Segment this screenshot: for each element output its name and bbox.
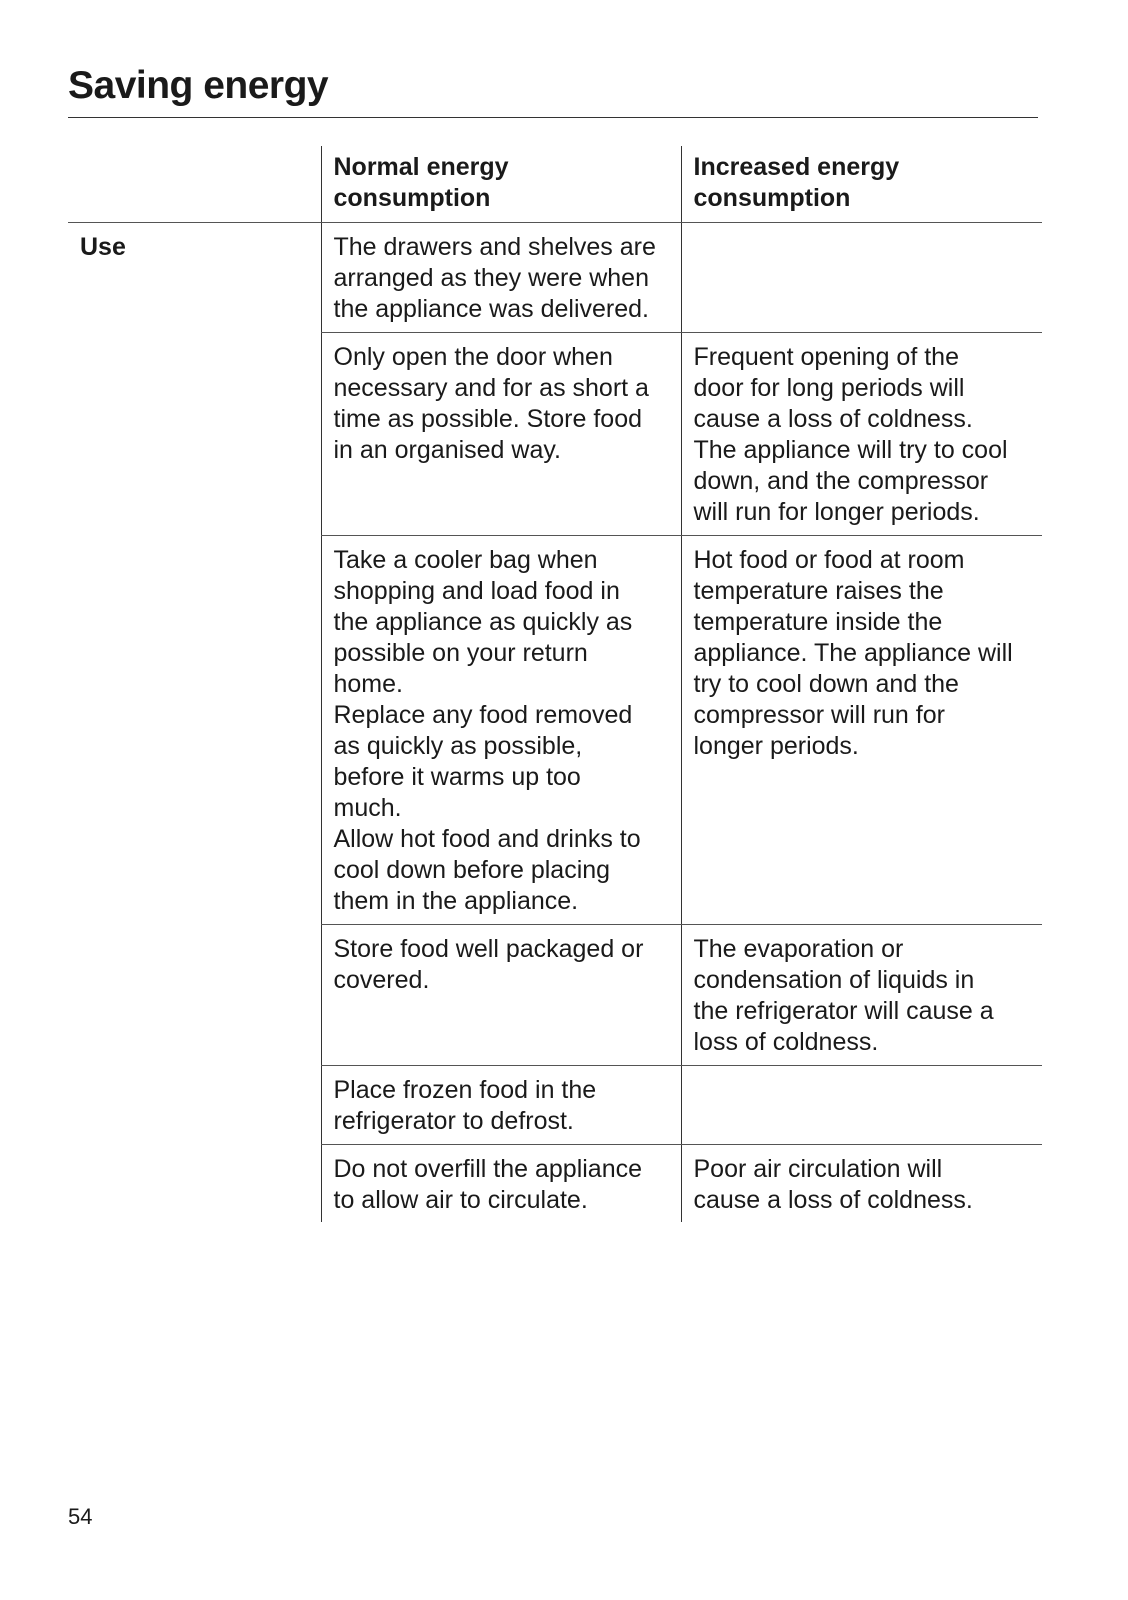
table-row (68, 223, 1042, 333)
increased-cell: Hot food or food at room temperature raises the temperature inside the appliance. The appliance will try to cool down and the compressor will run for longer periods. (681, 536, 1042, 925)
normal-cell: Only open the door when necessary and for as short a time as possible. Store food in an organised way. (321, 333, 681, 536)
header-category (68, 146, 321, 223)
increased-cell (681, 1066, 1042, 1145)
normal-cell: Take a cooler bag when shopping and load food in the appliance as quickly as possible on your return home. Replace any food removed as quickly as possible, before it warms up too much. Allow hot food and drinks to cool down before placing them in the appliance. (321, 536, 681, 925)
normal-cell: Place frozen food in the refrigerator to defrost. (321, 1066, 681, 1145)
normal-cell: Store food well packaged or covered. (321, 925, 681, 1066)
normal-cell: Do not overfill the appliance to allow air to circulate. (321, 1145, 681, 1223)
page-number: 54 (68, 1504, 93, 1529)
header-normal-energy: Normal energy consumption (321, 146, 681, 223)
page-title: Saving energy (68, 64, 329, 107)
title-divider (68, 117, 1038, 118)
increased-cell: Poor air circulation will cause a loss of coldness. (681, 1145, 1042, 1223)
table-header-row (68, 146, 1042, 223)
increased-cell: Frequent opening of the door for long periods will cause a loss of coldness. The appliance will try to cool down, and the compressor will run for longer periods. (681, 333, 1042, 536)
normal-cell: The drawers and shelves are arranged as they were when the appliance was delivered. (321, 223, 681, 333)
increased-cell (681, 223, 1042, 333)
increased-cell: The evaporation or condensation of liquids in the refrigerator will cause a loss of coldness. (681, 925, 1042, 1066)
category-use: Use (80, 233, 126, 261)
header-increased-energy: Increased energy consumption (681, 146, 1042, 223)
energy-consumption-table (68, 146, 1042, 1222)
